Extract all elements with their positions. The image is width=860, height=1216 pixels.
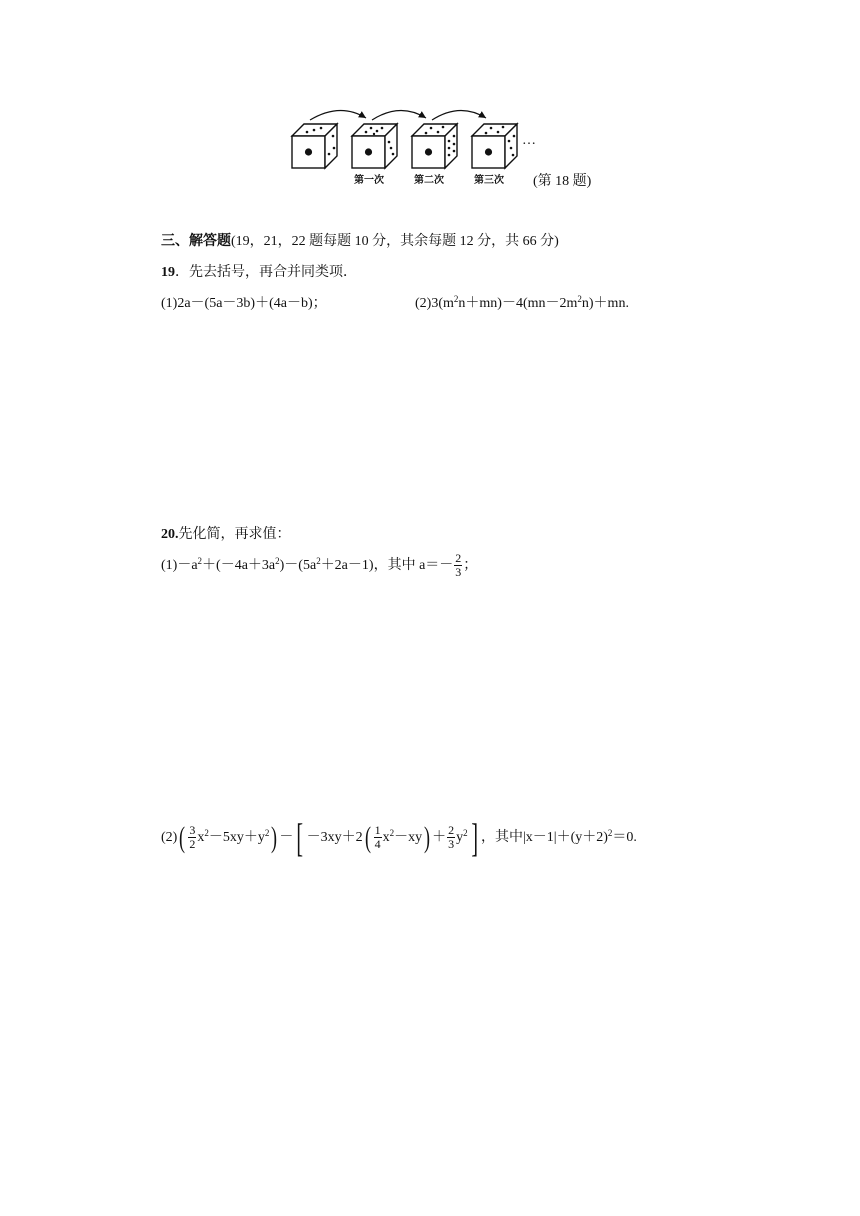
right-bracket: ] xyxy=(470,814,478,860)
section-note: (19，21，22 题每题 10 分，其余每题 12 分，共 66 分) xyxy=(231,234,559,249)
minus-sign: － xyxy=(279,830,294,845)
q20-part1-a: (1)－a xyxy=(161,558,198,573)
die-1 xyxy=(292,124,337,168)
exp: 2 xyxy=(264,828,270,838)
q19-part2-c: n)＋mn. xyxy=(581,296,629,311)
q20-part1-end: ； xyxy=(463,558,478,573)
fraction: $\frac{2}{3}$ xyxy=(455,551,462,580)
term: －3xy＋2 xyxy=(306,830,363,845)
q19-part1: (1)2a－(5a－3b)＋(4a－b)； xyxy=(161,296,327,311)
exp: 2 xyxy=(204,828,209,838)
section-header xyxy=(161,230,559,250)
q20-part1 xyxy=(161,550,477,582)
term: x xyxy=(197,830,205,845)
q19-number: 19 xyxy=(161,265,175,280)
q20-instruction: 先化简，再求值： xyxy=(178,527,291,542)
q19-part2 xyxy=(415,292,629,312)
q20-number: 20. xyxy=(161,527,179,542)
exp: 2 xyxy=(607,828,613,838)
fraction: $\frac{1}{4}$ xyxy=(374,823,381,852)
exp: 2 xyxy=(275,556,280,566)
term: ＝0. xyxy=(612,830,637,845)
q19-heading xyxy=(161,261,357,281)
exp: 2 xyxy=(463,828,468,838)
term: y xyxy=(456,830,464,845)
fraction: $\frac{3}{2}$ xyxy=(189,823,196,852)
left-paren: ( xyxy=(179,820,186,854)
term: －xy xyxy=(394,830,423,845)
die-2 xyxy=(352,124,397,168)
q20-heading xyxy=(161,523,291,543)
q20-part1-c: )－(5a xyxy=(279,558,317,573)
left-paren: ( xyxy=(364,820,371,854)
figure-caption: (第 18 题) xyxy=(533,174,592,189)
exp: 2 xyxy=(577,294,582,304)
term: x xyxy=(382,830,390,845)
q20-part2 xyxy=(161,808,637,868)
q19-instruction: ．先去括号，再合并同类项． xyxy=(175,265,357,280)
exp: 2 xyxy=(389,828,395,838)
figure-ellipsis: … xyxy=(522,133,536,148)
figure-label-1: 第一次 xyxy=(354,175,384,186)
term: －5xy＋y xyxy=(208,830,265,845)
term: ，其中|x－1|＋(y＋2) xyxy=(480,830,608,845)
arrow-1 xyxy=(310,110,366,120)
arrow-2 xyxy=(372,110,426,120)
right-paren: ) xyxy=(271,820,278,854)
q19-part2-b: n＋mn)－4(mn－2m xyxy=(458,296,578,311)
exp: 2 xyxy=(453,294,459,304)
q20-part2-label: (2) xyxy=(161,830,178,845)
section-title: 三、解答题 xyxy=(161,234,231,249)
q20-part1-d: ＋2a－1)，其中 a＝－ xyxy=(320,558,454,573)
die-4 xyxy=(472,124,517,168)
figure-label-3: 第三次 xyxy=(474,175,504,186)
arrow-3 xyxy=(432,110,486,120)
figure-label-2: 第二次 xyxy=(414,175,444,186)
die-3 xyxy=(412,124,457,168)
exp: 2 xyxy=(316,556,321,566)
right-paren: ) xyxy=(424,820,431,854)
exp: 2 xyxy=(197,556,203,566)
plus-sign: ＋ xyxy=(432,830,447,845)
left-bracket: [ xyxy=(296,814,304,860)
q19-part2-a: (2)3(m xyxy=(415,296,454,311)
fraction: $\frac{2}{3}$ xyxy=(448,823,455,852)
q20-part1-b: ＋(－4a＋3a xyxy=(202,558,276,573)
